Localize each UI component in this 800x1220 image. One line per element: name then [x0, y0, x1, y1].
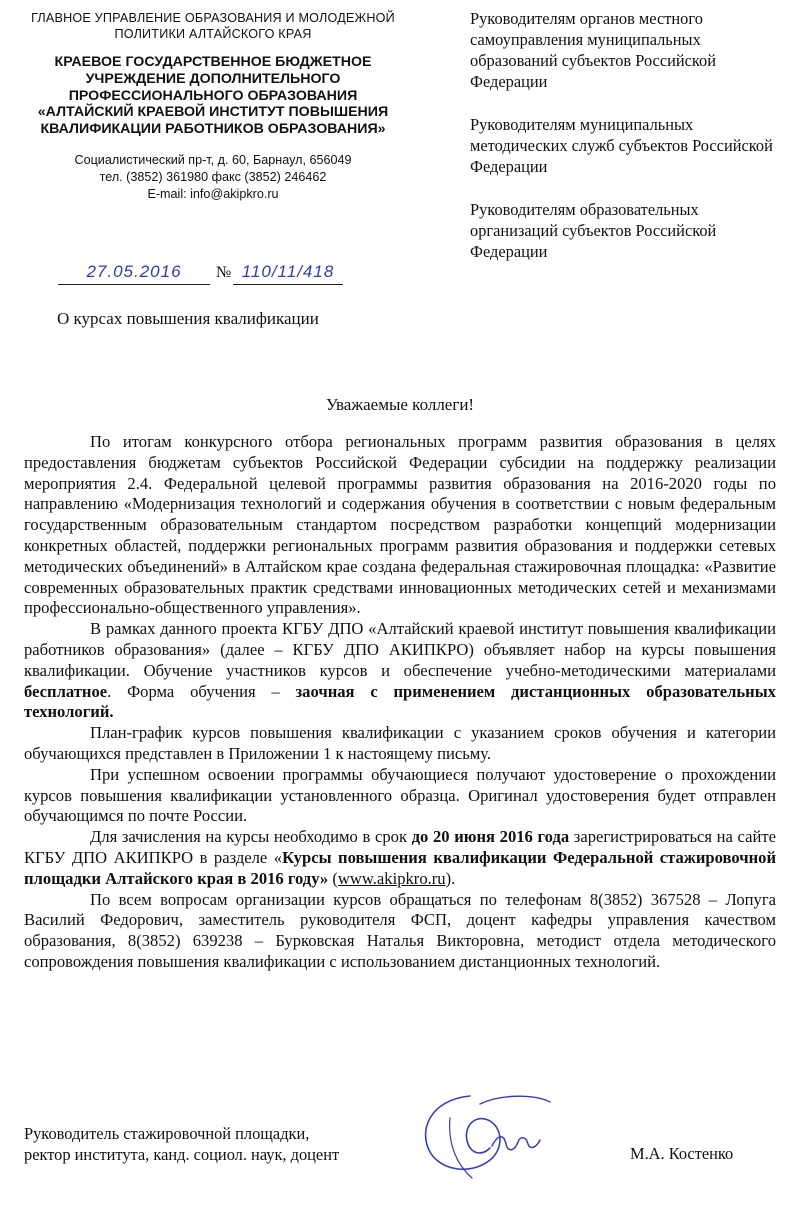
website-link[interactable]: www.akipkro.ru: [337, 868, 446, 888]
deadline-emphasis: до 20 июня 2016 года: [411, 827, 570, 847]
addressees: [470, 8, 790, 284]
free-of-charge-emphasis: бесплатное: [24, 681, 108, 701]
paragraph-2-text-2: . Форма обучения –: [107, 681, 296, 701]
greeting: Уважаемые коллеги!: [325, 395, 475, 414]
paragraph-2: [24, 619, 776, 723]
number-sign: №: [216, 264, 232, 281]
registration-number: 110/11/418: [233, 262, 343, 285]
paragraph-3: План-график курсов повышения квалификации с указанием сроков обучения и категории обучающихся представлен в Приложении 1 к настоящему письму.: [24, 723, 776, 763]
letter-subject: О курсах повышения квалификации: [57, 309, 319, 328]
contacts-block: [28, 152, 398, 203]
paragraph-5-text-3: (: [328, 868, 338, 888]
paragraph-6: По всем вопросам организации курсов обращаться по телефонам 8(3852) 367528 – Лопуга Василий Федорович, заместитель руководителя ФСП, доцент кафедры управления качеством образования, 8(3852) 639238 – Бурковская Наталья Викторовна, методист отдела методического сопровождения повышения квалификации с использованием дистанционных технологий.: [24, 889, 776, 971]
paragraph-5-text-2: зарегистрироваться на сайте КГБУ ДПО АКИПКРО в разделе «: [24, 827, 776, 867]
section-name-emphasis: Курсы повышения квалификации Федеральной стажировочной площадки Алтайского края в 2016 году»: [24, 847, 777, 888]
addressee-1: Руководителям органов местного самоуправления муниципальных образований субъектов Российской Федерации: [470, 9, 717, 91]
registration-date: 27.05.2016: [58, 262, 210, 285]
addressee-2: Руководителям муниципальных методических служб субъектов Российской Федерации: [470, 115, 773, 176]
addressee-3: Руководителям образовательных организаций субъектов Российской Федерации: [470, 200, 717, 261]
paragraph-5: [24, 827, 776, 889]
paragraph-5-text: Для зачисления на курсы необходимо в срок: [90, 827, 412, 847]
handwritten-signature: [410, 1090, 560, 1185]
email: E-mail: info@akipkro.ru: [147, 186, 279, 201]
organization-name: КРАЕВОЕ ГОСУДАРСТВЕННОЕ БЮДЖЕТНОЕ УЧРЕЖДЕНИЕ ДОПОЛНИТЕЛЬНОГО ПРОФЕССИОНАЛЬНОГО ОБРАЗОВАНИЯ «АЛТАЙСКИЙ КРАЕВОЙ ИНСТИТУТ ПОВЫШЕНИЯ КВАЛИФИКАЦИИ РАБОТНИКОВ ОБРАЗОВАНИЯ»: [37, 54, 389, 138]
phone-fax: тел. (3852) 361980 факс (3852) 246462: [99, 169, 327, 184]
position-line-2: ректор института, канд. социол. наук, доцент: [24, 1145, 340, 1164]
letter-body: [24, 432, 776, 973]
address: Социалистический пр-т, д. 60, Барнаул, 656049: [74, 152, 352, 167]
paragraph-5-text-4: ).: [445, 868, 456, 888]
paragraph-4: При успешном освоении программы обучающиеся получают удостоверение о прохождении курсов повышения квалификации установленного образца. Оригинал удостоверения будет отправлен обучающимся по почте России.: [24, 764, 776, 826]
signatory-position: [24, 1123, 339, 1165]
paragraph-1: По итогам конкурсного отбора региональных программ развития образования в целях предоставления бюджетам субъектов Российской Федерации субсидии на поддержку реализации мероприятия 2.4. Федеральной целевой программы развития образования на 2016-2020 годы по направлению «Модернизация технологий и содержания обучения в соответствии с новым федеральным государственным образовательным стандартом посредством разработки концепций модернизации конкретных областей, поддержки региональных программ развития образования и поддержки сетевых методических объединений» в Алтайском крае создана федеральная стажировочная площадка: «Развитие современных образовательных практик средствами инновационных методических сетей и механизмами профессионально-общественного управления».: [24, 432, 776, 618]
letterhead: [28, 10, 398, 203]
signatory-name: М.А. Костенко: [630, 1144, 734, 1163]
registration-line: [58, 262, 348, 288]
paragraph-2-text: В рамках данного проекта КГБУ ДПО «Алтайский краевой институт повышения квалификации работников образования» (далее – КГБУ ДПО АКИПКРО) объявляет набор на курсы повышения квалификации. Обучение участников курсов и обеспечение учебно-методическими материалами: [24, 619, 776, 680]
position-line-1: Руководитель стажировочной площадки,: [24, 1124, 310, 1143]
study-form-emphasis: заочная с применением дистанционных образовательных технологий.: [24, 681, 776, 722]
ministry-name: ГЛАВНОЕ УПРАВЛЕНИЕ ОБРАЗОВАНИЯ И МОЛОДЕЖНОЙ ПОЛИТИКИ АЛТАЙСКОГО КРАЯ: [31, 11, 395, 41]
